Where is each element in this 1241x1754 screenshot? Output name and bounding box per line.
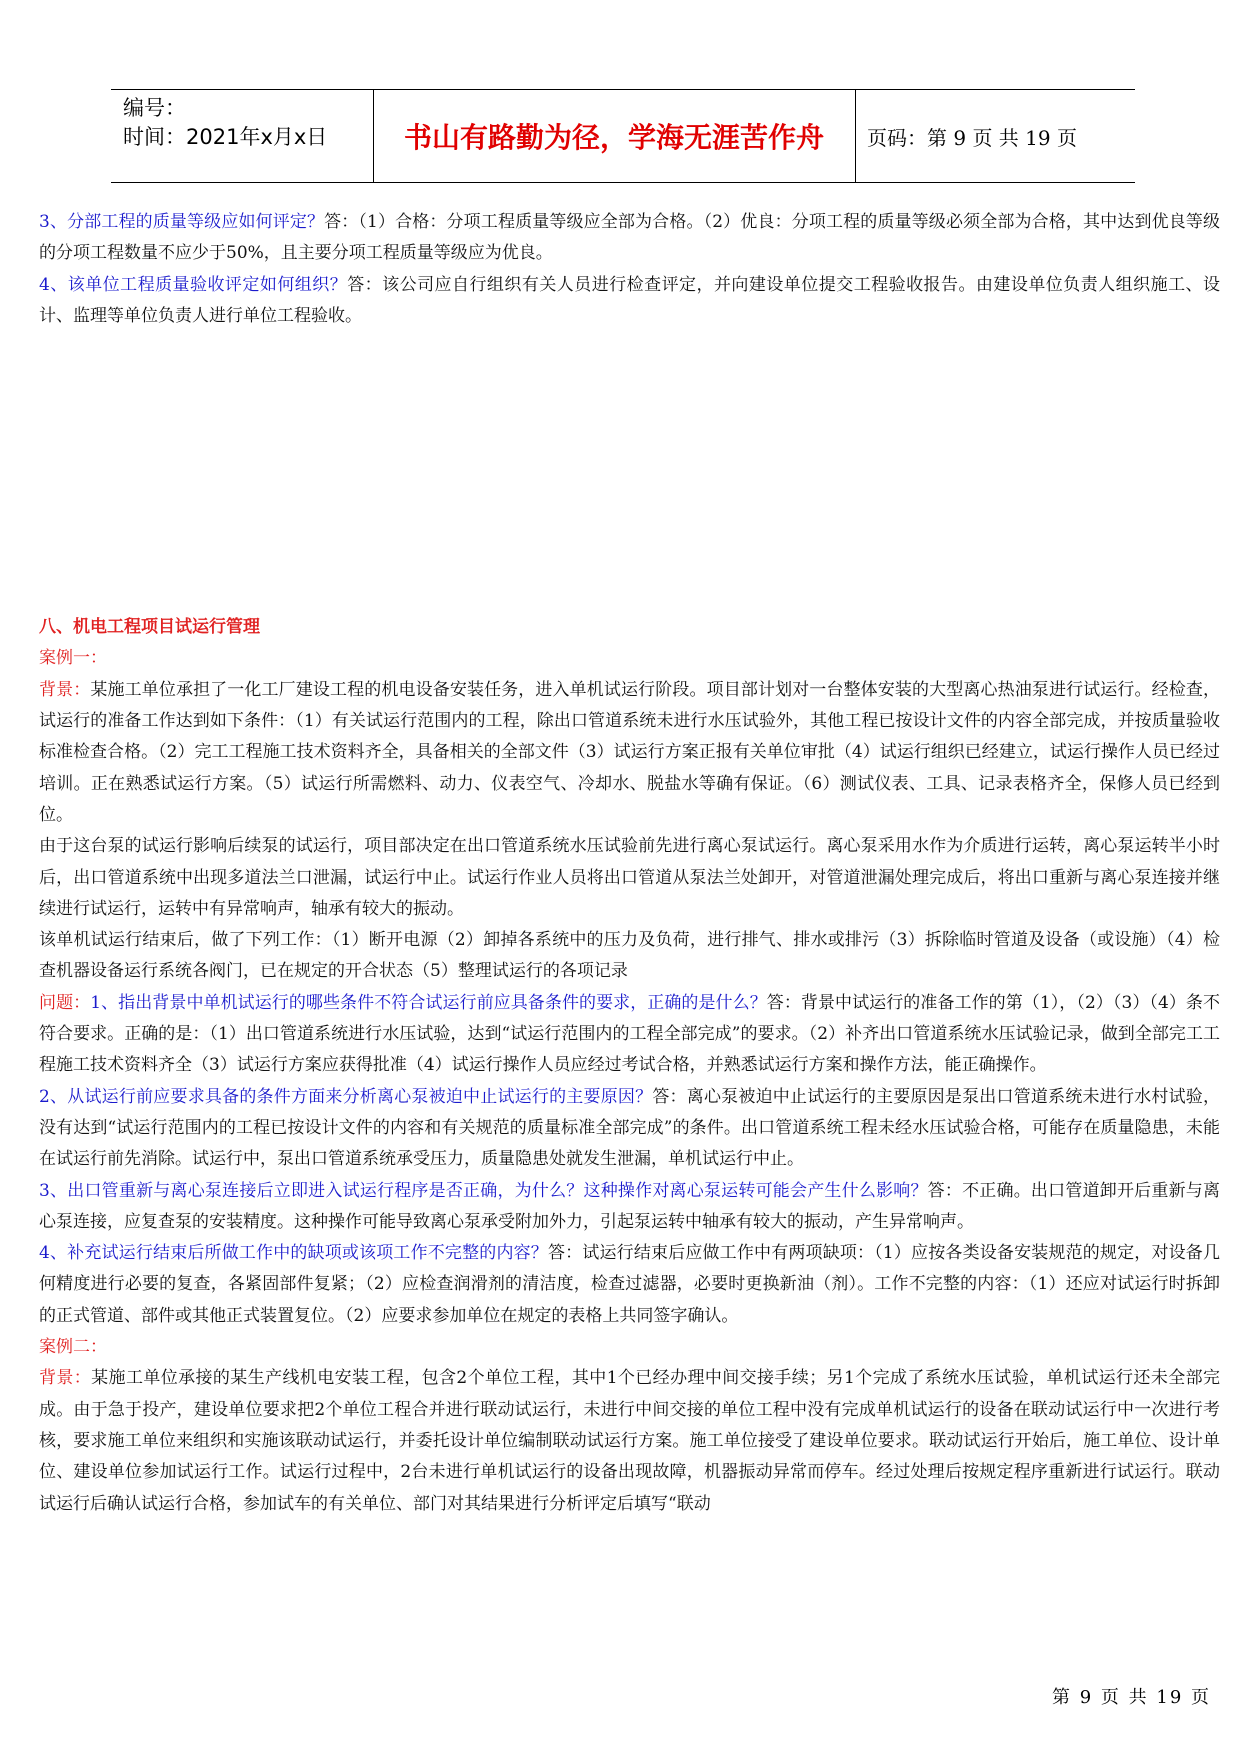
paragraph-case1-q2 [39, 1082, 1220, 1176]
answer-text: 答：（1）合格：分项工程质量等级应全部为合格。（2）优良：分项工程的质量等级必须全部为合格，其中达到优良等级的分项工程数量不应少于50%，且主要分项工程质量等级应为优良。 [39, 212, 1220, 264]
question-text: 4、补充试运行结束后所做工作中的缺项或该项工作不完整的内容？ [39, 1243, 548, 1264]
document-time-label: 时间：2021年x月x日 [123, 125, 328, 149]
paragraph-case1-q3 [39, 1176, 1220, 1239]
blank-space [39, 332, 1220, 612]
paragraph-q4 [39, 270, 1220, 333]
paragraph-case1-q4 [39, 1238, 1220, 1332]
question-label: 问题： [39, 992, 91, 1013]
case-label: 案例二： [39, 1337, 107, 1358]
question-text: 3、分部工程的质量等级应如何评定？ [39, 212, 325, 232]
section-heading: 八、机电工程项目试运行管理 [39, 617, 260, 638]
paragraph-case1-p3: 该单机试运行结束后，做了下列工作：（1）断开电源（2）卸掉各系统中的压力及负荷，进行排气、排水或排污（3）拆除临时管道及设备（或设施）（4）检查机器设备运行系统各阀门，已在规定的开合状态（5）整理试运行的各项记录 [39, 930, 1220, 982]
document-number-label: 编号： [123, 96, 186, 120]
paragraph-q3 [39, 207, 1220, 270]
answer-text: 答：该公司应自行组织有关人员进行检查评定，并向建设单位提交工程验收报告。由建设单位负责人组织施工、设计、监理等单位负责人进行单位工程验收。 [39, 274, 1220, 326]
paragraph-case1-background [39, 675, 1220, 831]
question-text: 4、该单位工程质量验收评定如何组织？ [39, 274, 348, 295]
answer-text: 答：试运行结束后应做工作中有两项缺项：（1）应按各类设备安装规范的规定，对设备几何精度进行必要的复查，各紧固部件复紧；（2）应检查润滑剂的清洁度，检查过滤器，必要时更换新油（剂）。工作不完整的内容：（1）还应对试运行时拆卸的正式管道、部件或其他正式装置复位。（2）应要求参加单位在规定的表格上共同签字确认。 [39, 1243, 1220, 1326]
header-motto: 书山有路勤为径，学海无涯苦作舟 [403, 121, 824, 154]
background-label: 背景： [39, 1368, 92, 1389]
header-meta [123, 94, 373, 152]
background-label: 背景： [39, 679, 91, 700]
question-text: 1、指出背景中单机试运行的哪些条件不符合试运行前应具备条件的要求，正确的是什么？ [90, 992, 767, 1013]
paragraph-case2-background [39, 1363, 1220, 1519]
paragraph-case1-q1 [39, 988, 1220, 1082]
answer-text: 答：背景中试运行的准备工作的第（1），（2）（3）（4）条不符合要求。正确的是：（1）出口管道系统进行水压试验，达到“试运行范围内的工程全部完成”的要求。（2）补齐出口管道系统水压试验记录，做到全部完工工程施工技术资料齐全（3）试运行方案应获得批准（4）试运行操作人员应经过考试合格，并熟悉试运行方案和操作方法，能正确操作。 [39, 992, 1221, 1076]
answer-text: 答：不正确。出口管道卸开后重新与离心泵连接，应复查泵的安装精度。这种操作可能导致离心泵承受附加外力，引起泵运转中轴承有较大的振动，产生异常响声。 [39, 1180, 1220, 1232]
header-page-info: 页码：第 9 页 共 19 页 [867, 125, 1077, 150]
case-label: 案例一： [39, 648, 107, 669]
answer-text: 答：离心泵被迫中止试运行的主要原因是泵出口管道系统未进行水村试验，没有达到“试运行范围内的工程已按设计文件的内容和有关规范的质量标准全部完成”的条件。出口管道系统工程未经水压试验合格，可能存在质量隐患，未能在试运行前先消除。试运行中，泵出口管道系统承受压力，质量隐患处就发生泄漏，单机试运行中止。 [39, 1086, 1220, 1170]
paragraph-case1-p2: 由于这台泵的试运行影响后续泵的试运行，项目部决定在出口管道系统水压试验前先进行离心泵试运行。离心泵采用水作为介质进行运转，离心泵运转半小时后，出口管道系统中出现多道法兰口泄漏，试运行中止。试运行作业人员将出口管道从泵法兰处卸开，对管道泄漏处理完成后，将出口重新与离心泵连接并继续进行试运行，运转中有异常响声，轴承有较大的振动。 [39, 836, 1220, 919]
question-text: 2、从试运行前应要求具备的条件方面来分析离心泵被迫中止试运行的主要原因？ [39, 1086, 653, 1107]
background-text: 某施工单位承接的某生产线机电安装工程，包含2个单位工程，其中1个已经办理中间交接手续；另1个完成了系统水压试验，单机试运行还未全部完成。由于急于投产，建设单位要求把2个单位工程合并进行联动试运行，未进行中间交接的单位工程中没有完成单机试运行的设备在联动试运行中一次进行考核，要求施工单位来组织和实施该联动试运行，并委托设计单位编制联动试运行方案。施工单位接受了建设单位要求。联动试运行开始后，施工单位、设计单位、建设单位参加试运行工作。试运行过程中，2台未进行单机试运行的设备出现故障，机器振动异常而停车。经过处理后按规定程序重新进行试运行。联动试运行后确认试运行合格，参加试车的有关单位、部门对其结果进行分析评定后填写“联动 [39, 1368, 1220, 1514]
document-body [39, 207, 1220, 1520]
background-text: 某施工单位承担了一化工厂建设工程的机电设备安装任务，进入单机试运行阶段。项目部计划对一台整体安装的大型离心热油泵进行试运行。经检查，试运行的准备工作达到如下条件：（1）有关试运行范围内的工程，除出口管道系统未进行水压试验外，其他工程已按设计文件的内容全部完成，并按质量验收标准检查合格。（2）完工工程施工技术资料齐全，具备相关的全部文件（3）试运行方案正报有关单位审批（4）试运行组织已经建立，试运行操作人员已经过培训。正在熟悉试运行方案。（5）试运行所需燃料、动力、仪表空气、冷却水、脱盐水等确有保证。（6）测试仪表、工具、记录表格齐全，保修人员已经到位。 [39, 679, 1221, 825]
page-footer: 第 9 页 共 19 页 [1052, 1687, 1211, 1708]
header-divider-right [855, 90, 856, 182]
question-text: 3、出口管重新与离心泵连接后立即进入试运行程序是否正确，为什么？这种操作对离心泵运转可能会产生什么影响？ [39, 1180, 928, 1201]
page-header [111, 89, 1135, 183]
